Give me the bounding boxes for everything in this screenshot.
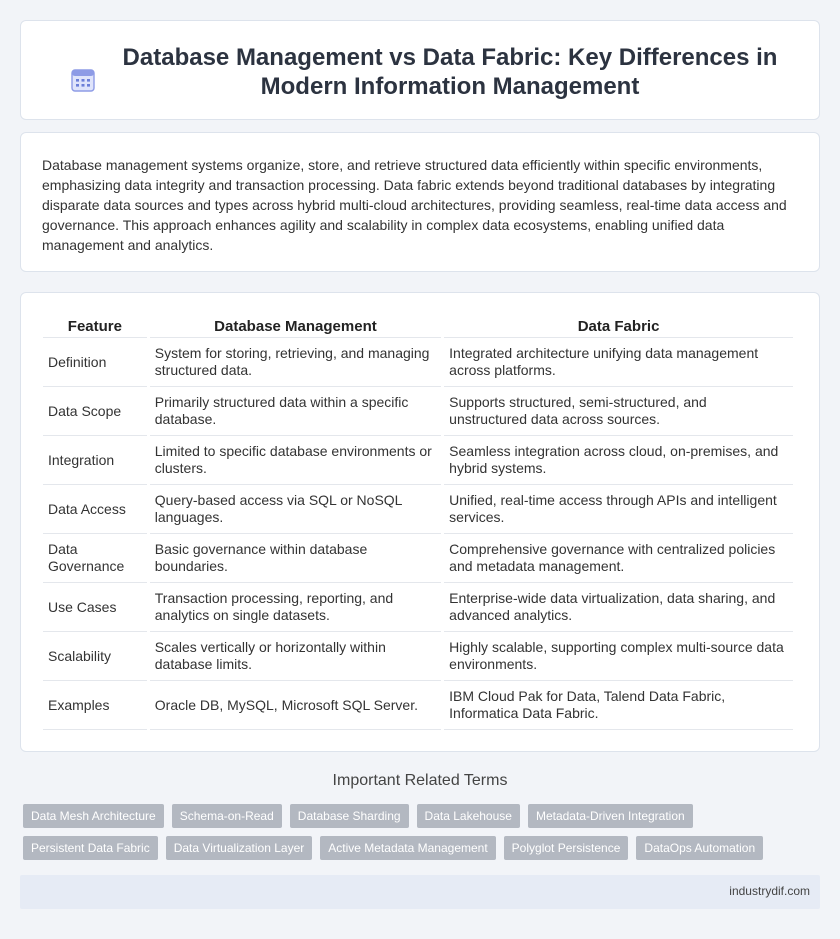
feature-cell: Scalability [43,632,147,681]
data-fabric-cell: Supports structured, semi-structured, and unstructured data across sources. [444,387,793,436]
related-term-tag[interactable]: Polyglot Persistence [504,836,629,860]
intro-card [20,132,820,272]
table-header-row [43,313,793,338]
table-row [43,436,793,485]
feature-cell: Data Access [43,485,147,534]
page-title: Database Management vs Data Fabric: Key Differences in Modern Information Management [122,44,778,100]
feature-cell: Integration [43,436,147,485]
related-term-tag[interactable]: Data Virtualization Layer [166,836,313,860]
related-term-tag[interactable]: Active Metadata Management [320,836,495,860]
data-fabric-cell: Seamless integration across cloud, on-premises, and hybrid systems. [444,436,793,485]
related-terms-tags [23,804,803,860]
related-term-tag[interactable]: Data Mesh Architecture [23,804,164,828]
database-management-cell: Scales vertically or horizontally within database limits. [150,632,441,681]
table-row [43,681,793,730]
database-management-cell: Query-based access via SQL or NoSQL languages. [150,485,441,534]
header-feature: Feature [43,313,147,338]
header-data-fabric: Data Fabric [444,313,793,338]
related-term-tag[interactable]: Schema-on-Read [172,804,282,828]
feature-cell: Definition [43,338,147,387]
data-fabric-cell: Enterprise-wide data virtualization, data sharing, and advanced analytics. [444,583,793,632]
database-management-cell: Limited to specific database environments or clusters. [150,436,441,485]
data-fabric-cell: Highly scalable, supporting complex multi-source data environments. [444,632,793,681]
database-management-cell: Primarily structured data within a specific database. [150,387,441,436]
database-management-cell: System for storing, retrieving, and managing structured data. [150,338,441,387]
table-row [43,338,793,387]
database-management-cell: Transaction processing, reporting, and analytics on single datasets. [150,583,441,632]
comparison-table [40,313,796,730]
intro-paragraph: Database management systems organize, store, and retrieve structured data efficiently within specific environments, emphasizing data integrity and transaction processing. Data fabric extends beyond traditional databases by integrating disparate data sources and types across hybrid multi-cloud architectures, providing seamless, real-time data access and governance. This approach enhances agility and scalability in complex data ecosystems, enabling unified data management and analytics. [42,157,787,253]
data-fabric-cell: Unified, real-time access through APIs and intelligent services. [444,485,793,534]
database-management-cell: Basic governance within database boundaries. [150,534,441,583]
related-term-tag[interactable]: Data Lakehouse [417,804,520,828]
data-fabric-cell: Comprehensive governance with centralized policies and metadata management. [444,534,793,583]
feature-cell: Examples [43,681,147,730]
table-row [43,485,793,534]
feature-cell: Use Cases [43,583,147,632]
related-terms-title: Important Related Terms [332,772,508,789]
data-fabric-cell: Integrated architecture unifying data management across platforms. [444,338,793,387]
related-term-tag[interactable]: DataOps Automation [636,836,763,860]
feature-cell: Data Scope [43,387,147,436]
related-term-tag[interactable]: Database Sharding [290,804,409,828]
table-row [43,534,793,583]
feature-cell: Data Governance [43,534,147,583]
header-database-management: Database Management [150,313,441,338]
database-management-cell: Oracle DB, MySQL, Microsoft SQL Server. [150,681,441,730]
title-card [20,20,820,120]
data-fabric-cell: IBM Cloud Pak for Data, Talend Data Fabric, Informatica Data Fabric. [444,681,793,730]
related-term-tag[interactable]: Metadata-Driven Integration [528,804,693,828]
footer [20,875,820,909]
related-term-tag[interactable]: Persistent Data Fabric [23,836,158,860]
table-row [43,387,793,436]
table-row [43,632,793,681]
footer-site: industrydif.com [729,884,810,898]
table-row [43,583,793,632]
comparison-card [20,292,820,752]
